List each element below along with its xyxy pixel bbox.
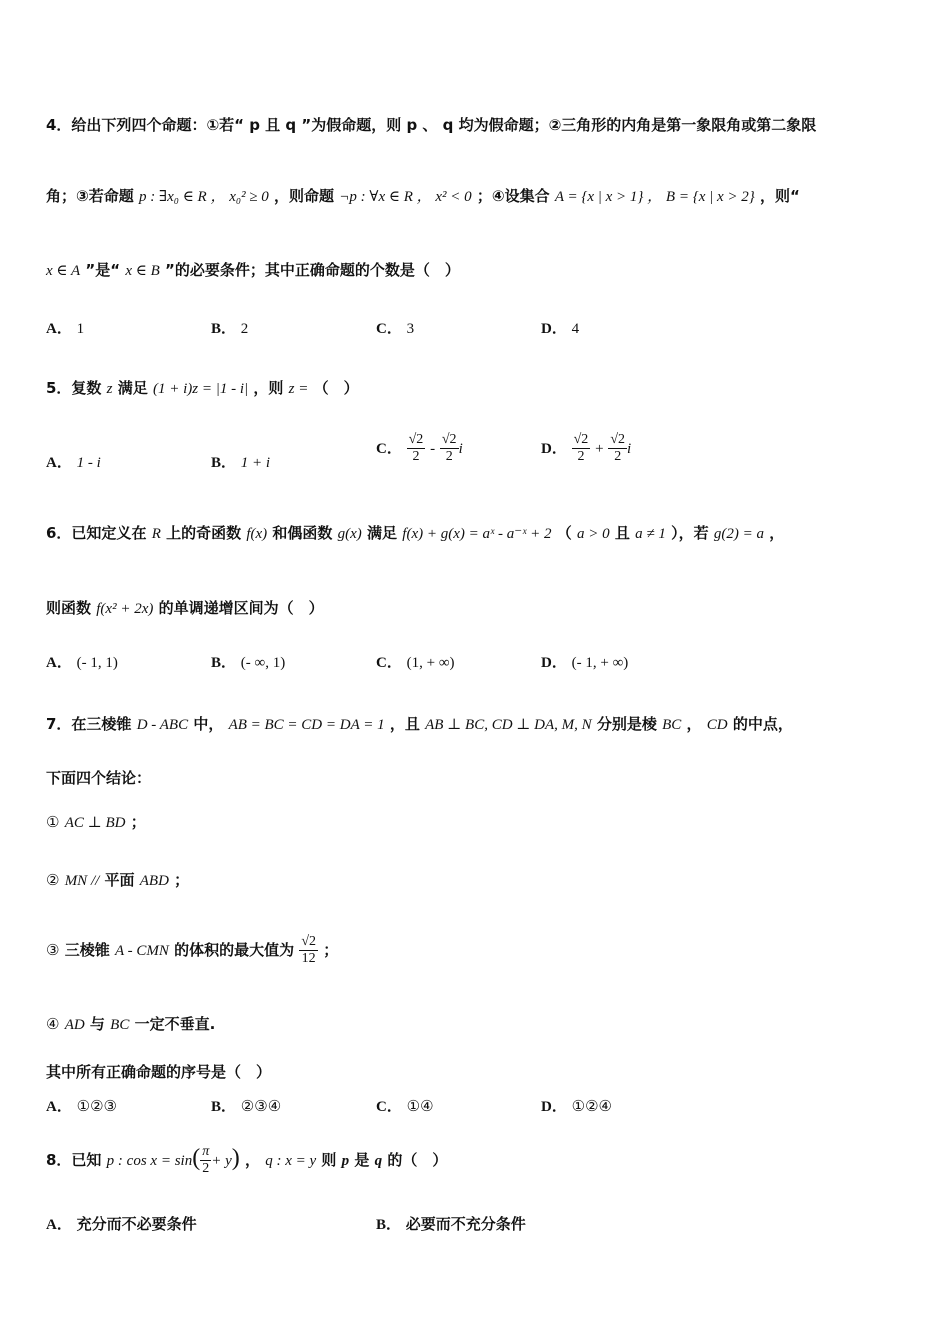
q7-text: 中，: [193, 715, 224, 733]
q7-math: BC: [110, 1017, 130, 1033]
q7-text: 与: [89, 1015, 105, 1033]
q7-text: ，: [686, 715, 702, 733]
q4-math-p: p : ∃x₀ ∈ R ， x₀² ≥ 0: [138, 189, 269, 205]
q4-text: ；④设集合: [476, 187, 550, 205]
q7-ask: [46, 1062, 271, 1082]
q8-line1: [46, 1144, 447, 1177]
q8-text: 是: [354, 1151, 370, 1169]
q6-option-c[interactable]: [376, 652, 455, 673]
q7-statement-1: [46, 812, 146, 833]
minus-sign: -: [430, 441, 436, 457]
frac-den: 2: [202, 1161, 210, 1176]
option-label: D．: [541, 1099, 567, 1115]
q8-text: 则: [321, 1151, 337, 1169]
option-value: 必要而不充分条件: [405, 1215, 526, 1233]
plus-sign: +: [595, 441, 604, 457]
q5-text: 5．复数: [46, 379, 102, 397]
q6-text: 6．已知定义在: [46, 524, 147, 542]
option-label: B．: [211, 1099, 237, 1115]
imag-unit: i: [458, 441, 463, 457]
q7-text: ；: [130, 813, 146, 831]
q7-math: AD: [64, 1017, 85, 1033]
q7-text: ，且: [389, 715, 420, 733]
q6-text: 则函数: [46, 599, 92, 617]
q4-line3: [46, 260, 460, 281]
q8-option-a[interactable]: [46, 1214, 197, 1235]
q4-line2: [46, 186, 800, 207]
q7-statement-3: [46, 934, 338, 967]
q7-option-b[interactable]: [211, 1096, 281, 1117]
q7-text: 下面四个结论：: [46, 769, 152, 787]
q4-math-notp: ¬p : ∀x ∈ R ， x² < 0: [339, 189, 472, 205]
option-value: ①②④: [571, 1099, 612, 1115]
q8-math: p: [341, 1153, 350, 1169]
option-label: B．: [211, 455, 237, 471]
fraction: [200, 1144, 211, 1177]
q7-math: BC: [662, 717, 682, 733]
option-value: ①②③: [76, 1099, 117, 1115]
q8-text: 的（ ）: [387, 1151, 448, 1169]
option-value: ①④: [406, 1099, 434, 1115]
q8-math-p: p : cos x = sin: [106, 1153, 193, 1169]
q7-statement-4: [46, 1014, 215, 1035]
q7-math: MN //: [64, 873, 100, 889]
q8-option-b[interactable]: [376, 1214, 526, 1235]
option-value: 2: [240, 321, 249, 337]
q7-line1: [46, 714, 793, 735]
option-value: (- 1, 1): [76, 655, 118, 671]
q7-line2: [46, 768, 151, 788]
option-value: (- 1, + ∞): [571, 655, 629, 671]
q4-math-xb: x ∈ B: [125, 263, 160, 279]
option-label: B．: [376, 1217, 402, 1233]
option-value: 1 - i: [76, 455, 101, 471]
option-value: 充分而不必要条件: [76, 1215, 197, 1233]
frac-num: √2: [573, 432, 589, 447]
option-label: A．: [46, 655, 72, 671]
q4-option-b[interactable]: [211, 318, 248, 339]
option-label: C．: [376, 441, 402, 457]
q5-option-a[interactable]: [46, 452, 101, 473]
frac-den: 2: [412, 449, 420, 464]
option-label: B．: [211, 321, 237, 337]
q6-line2: [46, 598, 324, 619]
frac-den: 12: [301, 951, 316, 966]
q5-option-d[interactable]: [541, 432, 631, 465]
q6-math: g(x): [337, 526, 362, 542]
q7-text: 三棱锥: [64, 941, 110, 959]
q4-option-d[interactable]: [541, 318, 579, 339]
option-label: A．: [46, 455, 72, 471]
option-label: D．: [541, 655, 567, 671]
q7-text: ；: [174, 871, 190, 889]
q4-text: ，则命题: [274, 187, 335, 205]
q8-math: q: [374, 1153, 383, 1169]
fraction: [608, 432, 627, 465]
q5-option-b[interactable]: [211, 452, 270, 473]
q7-math: CD: [706, 717, 728, 733]
q6-option-b[interactable]: [211, 652, 285, 673]
q5-line1: [46, 378, 359, 399]
statement-number: ②: [46, 871, 60, 889]
option-label: B．: [211, 655, 237, 671]
option-label: A．: [46, 1099, 72, 1115]
q7-text: 平面: [104, 871, 135, 889]
statement-number: ③: [46, 941, 60, 959]
q7-statement-2: [46, 870, 189, 891]
q8-text: 8．已知: [46, 1151, 102, 1169]
option-value: (1, + ∞): [406, 655, 455, 671]
q6-line1: [46, 523, 784, 544]
fraction: [407, 432, 426, 465]
q6-text: 和偶函数: [272, 524, 333, 542]
q6-math: a ≠ 1: [635, 526, 666, 542]
q5-text: ，则: [253, 379, 284, 397]
q4-math-sets: A = {x | x > 1} ， B = {x | x > 2}: [554, 189, 755, 205]
q6-option-a[interactable]: [46, 652, 118, 673]
q7-math: A - CMN: [114, 943, 169, 959]
frac-den: 2: [445, 449, 453, 464]
option-value: (- ∞, 1): [240, 655, 286, 671]
option-value: ②③④: [240, 1099, 282, 1115]
q7-text: 一定不垂直.: [134, 1015, 216, 1033]
left-paren: (: [192, 1145, 201, 1171]
option-label: D．: [541, 321, 567, 337]
q6-math: R: [151, 526, 161, 542]
q6-text: 上的奇函数: [166, 524, 242, 542]
q4-text: ”的必要条件；其中正确命题的个数是（ ）: [165, 261, 460, 279]
q7-option-a[interactable]: [46, 1096, 117, 1117]
option-value: 4: [571, 321, 580, 337]
q8-math: + y: [211, 1153, 232, 1169]
q4-text: ”是“: [85, 261, 121, 279]
fraction: [440, 432, 459, 465]
q6-text: （: [556, 524, 572, 542]
q7-math: ABD: [139, 873, 169, 889]
frac-num: √2: [301, 934, 317, 949]
q6-math-eq: f(x) + g(x) = aˣ - a⁻ˣ + 2: [402, 526, 552, 542]
q7-text: 的中点，: [732, 715, 793, 733]
q5-math-eq: (1 + i)z = |1 - i|: [153, 381, 249, 397]
q7-text: 其中所有正确命题的序号是（ ）: [46, 1063, 272, 1081]
q6-option-d[interactable]: [541, 652, 628, 673]
q6-math: a > 0: [577, 526, 610, 542]
q7-math: D - ABC: [136, 717, 189, 733]
q6-text: 且: [614, 524, 630, 542]
q4-line1: [46, 115, 816, 135]
q7-text: ；: [323, 941, 339, 959]
option-label: C．: [376, 655, 402, 671]
q5-text: （ ）: [313, 379, 359, 397]
q4-option-c[interactable]: [376, 318, 414, 339]
q7-math: AB ⊥ BC, CD ⊥ DA, M, N: [425, 717, 592, 733]
q8-text: ，: [244, 1151, 260, 1169]
fraction: [299, 934, 318, 967]
q7-math: AB = BC = CD = DA = 1: [228, 717, 385, 733]
option-value: 1 + i: [240, 455, 271, 471]
q7-text: 分别是棱: [596, 715, 657, 733]
imag-unit: i: [627, 441, 632, 457]
q7-option-c[interactable]: [376, 1096, 434, 1117]
q4-text: 角；③若命题: [46, 187, 134, 205]
option-label: D．: [541, 441, 567, 457]
q7-text: 7．在三棱锥: [46, 715, 132, 733]
option-label: A．: [46, 1217, 72, 1233]
option-label: C．: [376, 321, 402, 337]
frac-num: √2: [610, 432, 626, 447]
q6-math: f(x): [246, 526, 268, 542]
statement-number: ①: [46, 813, 60, 831]
q7-option-d[interactable]: [541, 1096, 612, 1117]
frac-num: √2: [408, 432, 424, 447]
right-paren: ): [231, 1145, 240, 1171]
q6-text: 满足: [367, 524, 398, 542]
q5-text: 满足: [117, 379, 148, 397]
q5-math-z: z: [106, 381, 113, 397]
q4-option-a[interactable]: [46, 318, 84, 339]
frac-num: π: [202, 1144, 210, 1159]
q6-text: ），若: [671, 524, 709, 542]
q6-text: 的单调递增区间为（ ）: [158, 599, 324, 617]
frac-den: 2: [614, 449, 622, 464]
fraction: [572, 432, 591, 465]
statement-number: ④: [46, 1015, 60, 1033]
q5-option-c[interactable]: [376, 432, 463, 465]
q8-math-q: q : x = y: [265, 1153, 317, 1169]
q4-math-xa: x ∈ A: [46, 263, 81, 279]
q4-line1-text: 4．给出下列四个命题：①若“ p 且 q ”为假命题，则 p 、 q 均为假命题；②三角形的内角是第一象限角或第二象限: [46, 116, 817, 134]
q6-math-func: f(x² + 2x): [96, 601, 154, 617]
q6-math: g(2) = a: [713, 526, 764, 542]
frac-num: √2: [441, 432, 457, 447]
option-label: A．: [46, 321, 72, 337]
option-label: C．: [376, 1099, 402, 1115]
q6-text: ，: [769, 524, 785, 542]
option-value: 1: [76, 321, 85, 337]
option-value: 3: [406, 321, 415, 337]
q7-math: AC ⊥ BD: [64, 815, 126, 831]
q7-text: 的体积的最大值为: [174, 941, 295, 959]
q4-text: ，则“: [760, 187, 800, 205]
q5-math-z2: z =: [288, 381, 309, 397]
frac-den: 2: [577, 449, 585, 464]
